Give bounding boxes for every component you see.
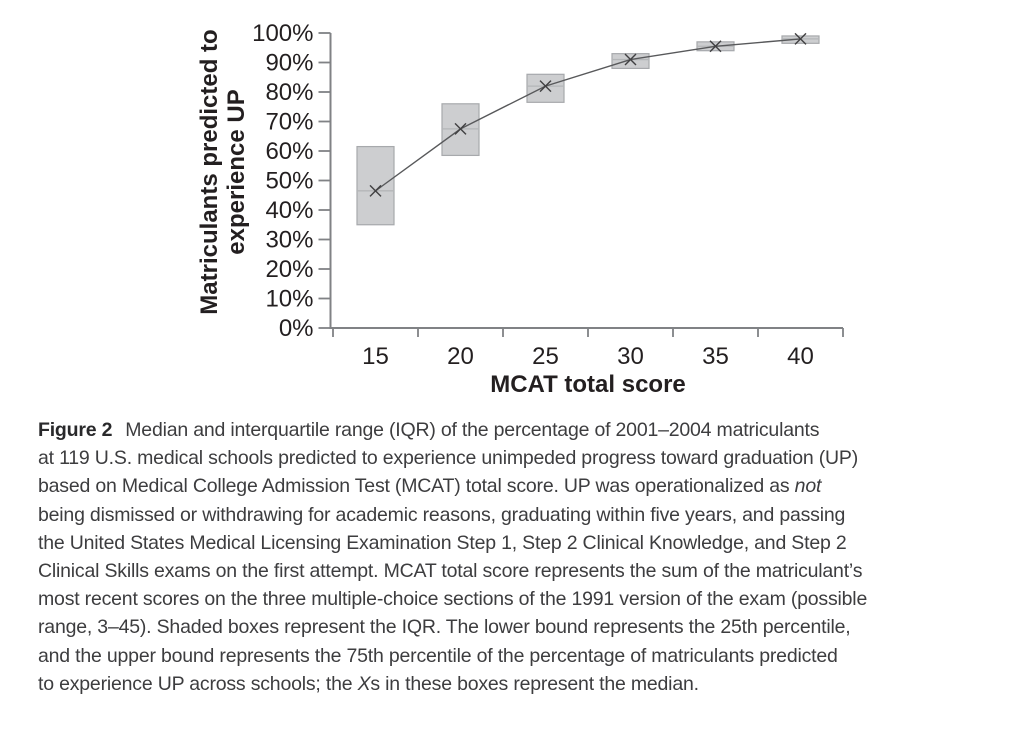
y-tick-label: 30% xyxy=(265,226,314,254)
caption-text: not xyxy=(794,475,822,498)
y-axis-title: Matriculants predicted to xyxy=(196,29,223,315)
y-tick-label: 40% xyxy=(265,197,314,224)
iqr-box xyxy=(357,147,394,225)
caption-line xyxy=(38,472,1013,500)
caption-line xyxy=(38,585,1013,613)
x-tick-label: 15 xyxy=(362,343,389,370)
caption-text: being dismissed or withdrawing for academic reasons, graduating within five years, and passing xyxy=(38,503,846,526)
caption-text: at 119 U.S. medical schools predicted to experience unimpeded progress toward graduation (UP) xyxy=(38,447,858,470)
caption-line xyxy=(38,670,1013,698)
x-tick-label: 20 xyxy=(447,343,474,370)
y-tick-label: 50% xyxy=(265,167,314,195)
caption-line xyxy=(38,501,1013,529)
x-tick-label: 40 xyxy=(787,343,814,370)
caption-text: based on Medical College Admission Test (MCAT) total score. UP was operationalized as xyxy=(38,475,795,498)
caption-text: and the upper bound represents the 75th percentile of the percentage of matriculants predicted xyxy=(38,644,838,667)
caption-line xyxy=(38,613,1013,641)
caption-text: Clinical Skills exams on the first attempt. MCAT total score represents the sum of the matriculant’s xyxy=(38,559,863,582)
x-tick-label: 25 xyxy=(532,343,559,370)
caption-text: to experience UP across schools; the xyxy=(38,672,358,695)
caption-text: X xyxy=(357,672,371,695)
y-tick-label: 20% xyxy=(265,256,314,283)
caption-text: s in these boxes represent the median. xyxy=(370,672,699,695)
caption-line xyxy=(38,529,1013,557)
y-axis-title: experience UP xyxy=(223,89,250,255)
y-tick-label: 0% xyxy=(278,315,314,342)
iqr-box xyxy=(612,54,649,69)
caption-line xyxy=(38,416,1013,444)
caption-line xyxy=(38,444,1013,472)
y-tick-label: 100% xyxy=(252,20,314,47)
caption-line xyxy=(38,557,1013,585)
y-tick-label: 70% xyxy=(265,108,314,136)
y-tick-label: 60% xyxy=(265,138,314,165)
y-tick-label: 90% xyxy=(265,49,314,77)
x-tick-label: 30 xyxy=(617,343,644,370)
y-tick-label: 10% xyxy=(265,285,314,313)
iqr-box xyxy=(527,74,564,102)
x-axis-title: MCAT total score xyxy=(490,371,686,398)
x-tick-label: 35 xyxy=(702,343,729,370)
figure-caption xyxy=(38,416,1013,698)
caption-text: range, 3–45). Shaded boxes represent the IQR. The lower bound represents the 25th percentile, xyxy=(38,616,851,639)
caption-line xyxy=(38,642,1013,670)
caption-text: the United States Medical Licensing Examination Step 1, Step 2 Clinical Knowledge, and Step 2 xyxy=(38,531,847,554)
figure-label: Figure 2 xyxy=(38,419,113,441)
y-tick-label: 80% xyxy=(265,79,314,106)
median-trend-line xyxy=(376,39,801,191)
caption-text: Median and interquartile range (IQR) of the percentage of 2001–2004 matriculants xyxy=(125,419,820,441)
caption-text: most recent scores on the three multiple-choice sections of the 1991 version of the exam (possible xyxy=(38,588,868,611)
